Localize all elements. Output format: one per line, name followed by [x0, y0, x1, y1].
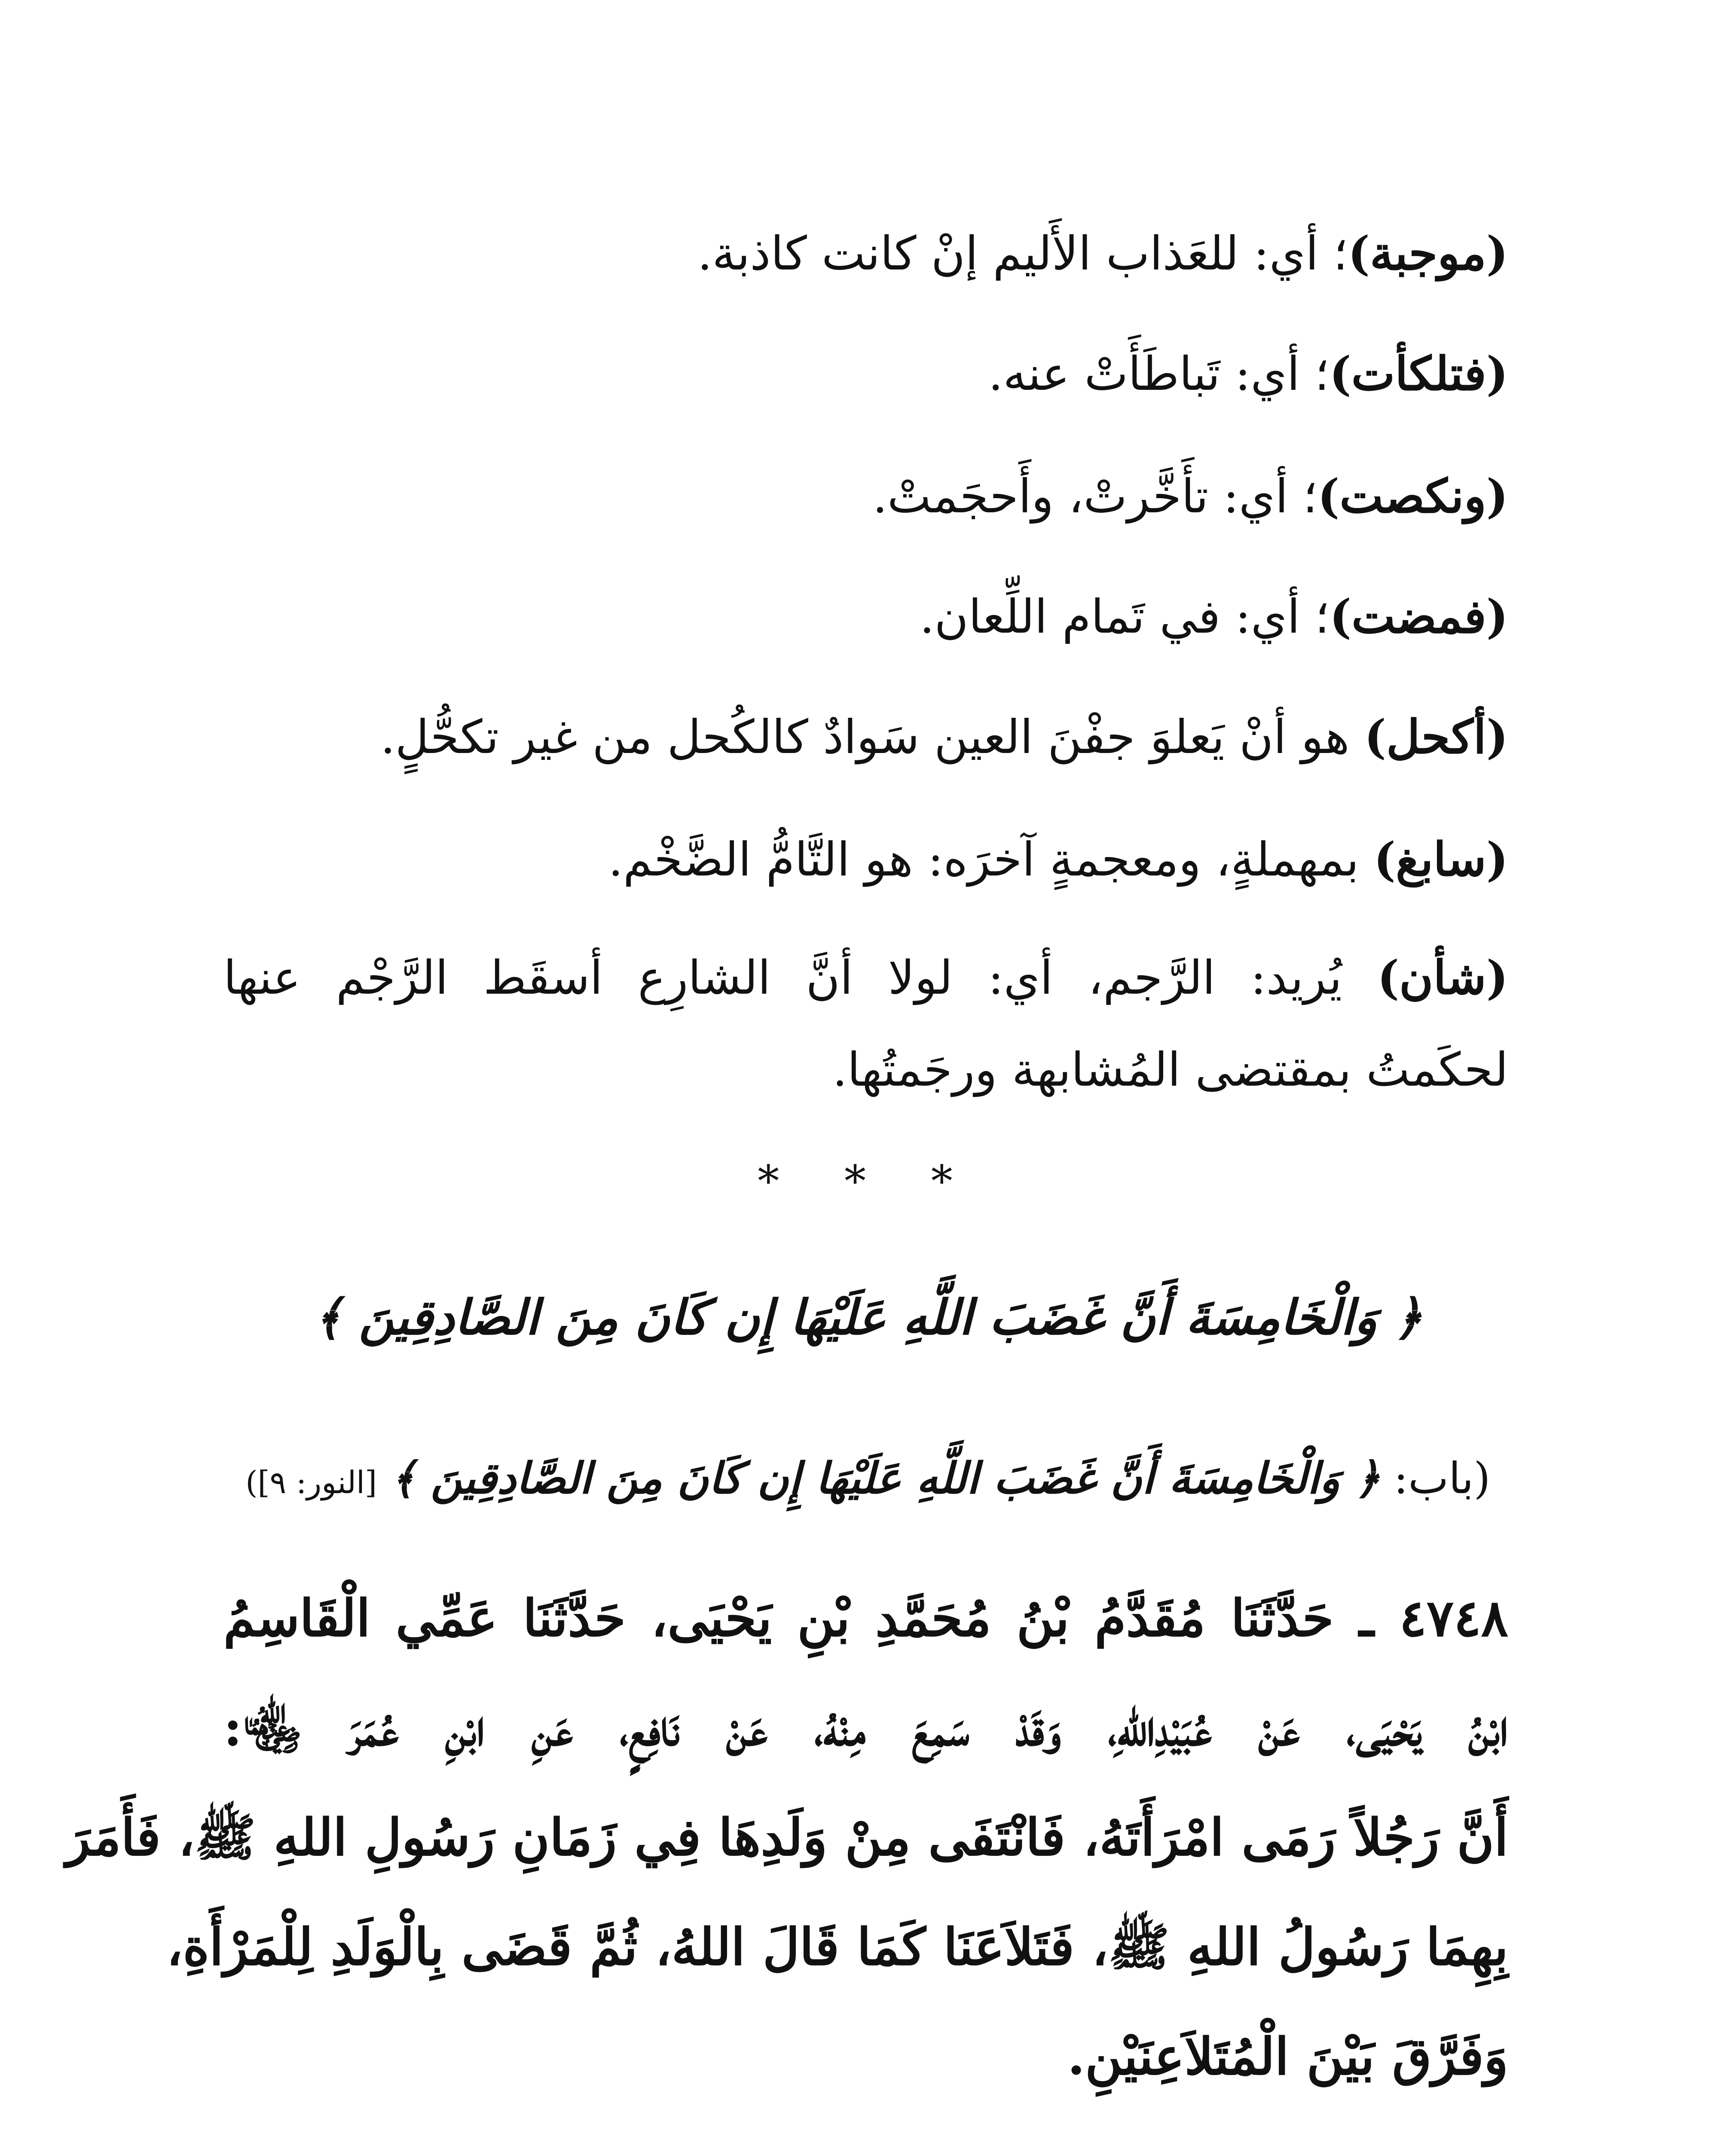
gloss-term: (سابغ)	[1373, 833, 1508, 887]
gloss-text: يُريد: الرَّجم، أي: لولا أنَّ الشارِع أسقَط الرَّجْم عنها	[223, 951, 1378, 1005]
gloss-line	[608, 827, 1508, 892]
gloss-line	[223, 946, 1508, 1010]
gloss-term: (شأن)	[1377, 951, 1508, 1005]
hadith-line: ٤٧٤٨ ـ حَدَّثَنَا مُقَدَّمُ بْنُ مُحَمَّدِ بْنِ يَحْيَى، حَدَّثَنَا عَمِّي الْقَاسِمُ	[223, 1588, 1508, 1648]
chapter-heading: ﴿ وَالْخَامِسَةَ أَنَّ غَضَبَ اللَّهِ عَلَيْهَا إِن كَانَ مِنَ الصَّادِقِينَ ﴾	[314, 1289, 1422, 1346]
gloss-text: ؛ أي: في تَمام اللِّعان.	[920, 590, 1330, 644]
gloss-text: ؛ أي: تَباطَأَتْ عنه.	[988, 347, 1330, 401]
subheading-reference: [النور: ٩])	[245, 1464, 377, 1500]
hadith-line: بِهِمَا رَسُولُ اللهِ ﷺ، فَتَلاَعَنَا كَمَا قَالَ اللهُ، ثُمَّ قَضَى بِالْوَلَدِ لِلْمَرْأَةِ،	[166, 1917, 1508, 1977]
chapter-subheading	[0, 1453, 1736, 1503]
gloss-text: لحكَمتُ بمقتضى المُشابهة ورجَمتُها.	[832, 1043, 1508, 1097]
gloss-term: (فتلكأت)	[1329, 347, 1508, 401]
gloss-term: (أكحل)	[1364, 710, 1508, 764]
gloss-term: (فمضت)	[1330, 590, 1508, 644]
gloss-line	[988, 342, 1508, 407]
gloss-text: هو أنْ يَعلوَ جفْنَ العين سَوادٌ كالكُحل من غير تكحُّلٍ.	[380, 710, 1364, 764]
gloss-line	[920, 585, 1508, 649]
subheading-verse: ﴿ وَالْخَامِسَةَ أَنَّ غَضَبَ اللَّهِ عَلَيْهَا إِن كَانَ مِنَ الصَّادِقِينَ ﴾	[390, 1453, 1380, 1503]
gloss-line	[380, 705, 1508, 770]
gloss-line	[697, 221, 1508, 286]
section-separator: * * *	[758, 1156, 978, 1206]
gloss-line	[873, 464, 1508, 529]
gloss-text: ؛ أي: تأَخَّرتْ، وأَحجَمتْ.	[872, 470, 1318, 523]
subheading-prefix: (باب:	[1394, 1453, 1491, 1503]
gloss-term: (موجبة)	[1348, 227, 1508, 281]
hadith-line: وَفَرَّقَ بَيْنَ الْمُتَلاَعِنَيْنِ.	[1067, 2027, 1508, 2086]
gloss-line	[832, 1038, 1508, 1102]
hadith-line: ابْنُ يَحْيَى، عَنْ عُبَيْدِاللهِ، وَقَدْ سَمِعَ مِنْهُ، عَنْ نَافِعٍ، عَنِ ابْنِ عُمَرَ ﵄:	[223, 1698, 1508, 1757]
gloss-text: بمهملةٍ، ومعجمةٍ آخرَه: هو التَّامُّ الضَّخْم.	[608, 833, 1374, 887]
gloss-term: (ونكصت)	[1317, 469, 1508, 523]
gloss-text: ؛ أي: للعَذاب الأَليم إنْ كانت كاذبة.	[697, 227, 1348, 281]
hadith-line: أَنَّ رَجُلاً رَمَى امْرَأَتَهُ، فَانْتَفَى مِنْ وَلَدِهَا فِي زَمَانِ رَسُولِ اللهِ ﷺ، فَأَمَرَ	[66, 1807, 1508, 1867]
